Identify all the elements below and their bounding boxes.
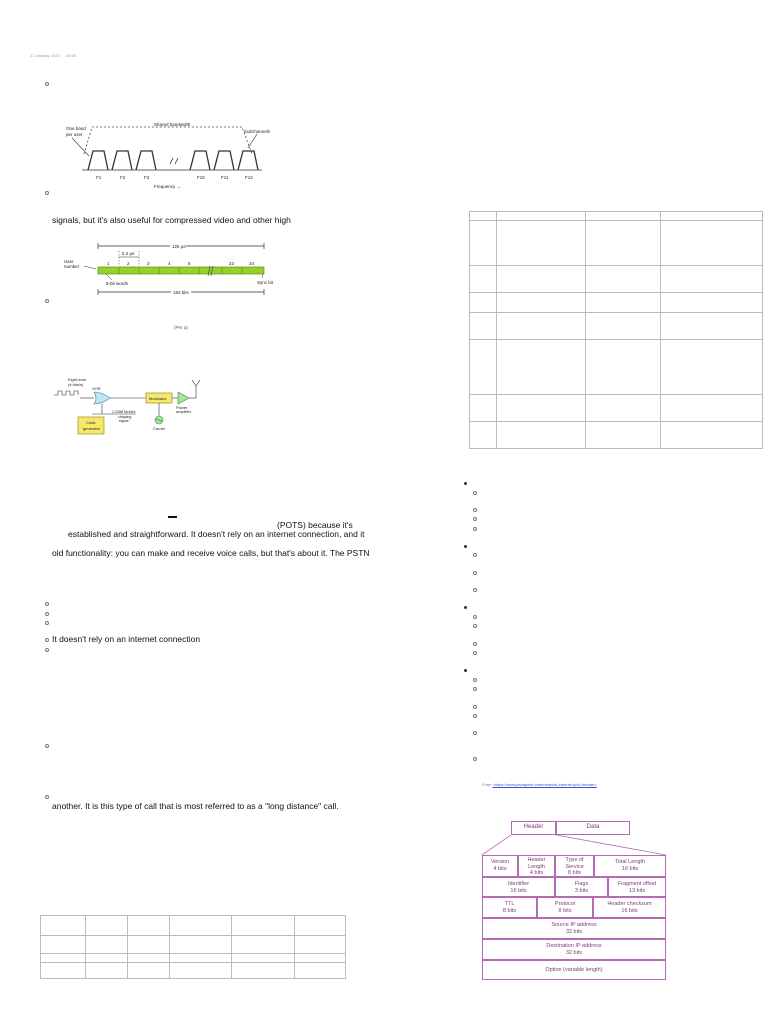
- tdm-slot-number: 3: [147, 261, 150, 266]
- ip-field-ttl: [482, 897, 537, 918]
- list-marker: [473, 678, 477, 682]
- ip-field-destination-address: [482, 939, 666, 960]
- cdma-input-label: Eight-tone: [68, 377, 87, 382]
- list-marker: [45, 744, 49, 748]
- field-name: Protocol: [554, 901, 576, 907]
- list-marker: [473, 588, 477, 592]
- cdma-chipping-label: chipping: [118, 415, 132, 419]
- body-text-line: another. It is this type of call that is most referred to as a "long distance" call.: [52, 801, 339, 811]
- list-marker: [45, 299, 49, 303]
- cdma-diagram: [52, 376, 207, 438]
- source-reference: [482, 782, 597, 787]
- field-name: Flags: [574, 881, 589, 887]
- field-name: Type of Service: [565, 857, 584, 870]
- data-tab: Data: [556, 821, 630, 835]
- field-name: Total Length: [615, 859, 645, 865]
- body-text-line: established and straightforward. It doesn't rely on an internet connection, and it: [68, 529, 365, 539]
- cdma-power-label: Power: [176, 405, 188, 410]
- list-marker: [45, 638, 49, 642]
- list-marker: [473, 705, 477, 709]
- page-date: 21 January 2024: [30, 53, 60, 58]
- ip-field-type-of-service: [555, 855, 594, 877]
- ip-field-fragment-offset: [608, 877, 666, 897]
- list-marker: [45, 621, 49, 625]
- tdm-diagram: [62, 238, 277, 298]
- tdm-bits-label: 193 bits: [173, 290, 189, 295]
- fdm-channel-label: F2: [120, 175, 126, 180]
- tdm-words-label: 8-bit words: [106, 281, 129, 286]
- page-time: 09:35: [66, 53, 77, 58]
- field-size: 3 bits: [574, 887, 589, 894]
- field-size: 4 bits: [493, 865, 507, 872]
- source-link[interactable]: <https://www.javatpoint.com/network-internet-ipv4-header>: [492, 782, 597, 787]
- field-name: Source IP address: [551, 922, 597, 928]
- field-name: Fragment offset: [617, 881, 657, 887]
- tdm-slot-number: 5: [188, 261, 191, 266]
- fdm-one-band-label: One band: [66, 126, 86, 131]
- field-name: Version: [490, 859, 510, 865]
- field-name: TTL: [504, 901, 515, 907]
- field-size: 16 bits: [510, 887, 527, 894]
- fdm-per-user-label: per user: [66, 132, 83, 137]
- tdm-slot-number: 24: [249, 261, 255, 266]
- fdm-frequency-label: Frequency →: [154, 184, 182, 189]
- field-size: 16 bits: [621, 865, 639, 872]
- fdm-channel-label: F1: [96, 175, 102, 180]
- field-name: Identifier: [507, 881, 530, 887]
- list-marker: [473, 527, 477, 531]
- field-name: Header Length: [527, 857, 546, 870]
- ip-field-options: [482, 960, 666, 980]
- field-name: Header checksum: [607, 901, 652, 907]
- fdm-channel-label: F3: [144, 175, 150, 180]
- list-marker: [45, 82, 49, 86]
- list-marker: [473, 731, 477, 735]
- list-marker: [45, 648, 49, 652]
- ip-field-protocol: [537, 897, 593, 918]
- bullet: [464, 669, 467, 672]
- list-marker: [473, 757, 477, 761]
- tdm-slot-number: 2: [127, 261, 130, 266]
- ip-field-source-address: [482, 918, 666, 939]
- bullet: [464, 545, 467, 548]
- bullet: [464, 606, 467, 609]
- dash-line: [168, 516, 177, 518]
- fdm-diagram: [62, 118, 272, 193]
- tdm-sync-label: Sync bit: [257, 280, 274, 285]
- cdma-carrier-label: Carrier: [153, 426, 166, 431]
- field-size: 32 bits: [565, 928, 583, 935]
- ip-field-header-length: [518, 855, 555, 877]
- empty-table: [40, 915, 346, 979]
- fdm-subchannels-label: Subchannels: [244, 129, 271, 134]
- body-text-line: old functionality: you can make and receive voice calls, but that's about it. The PSTN: [52, 548, 370, 558]
- tdm-slot-number: 23: [229, 261, 235, 266]
- cdma-input-rate-label: (# bits/s): [68, 382, 84, 387]
- tdm-user-label: User: [64, 259, 74, 264]
- list-marker: [473, 517, 477, 521]
- header-tab: Header: [511, 821, 556, 835]
- list-marker: [45, 602, 49, 606]
- tdm-number-label: number: [64, 264, 80, 269]
- cdma-signal-label: signal: [119, 419, 129, 423]
- body-text-line: signals, but it's also useful for compressed video and other high: [52, 215, 291, 225]
- comparison-table: [469, 211, 763, 449]
- field-size: 8 bits: [558, 907, 572, 914]
- field-size: 4 bits: [529, 870, 544, 876]
- tdm-top-label: 125 µs: [172, 244, 186, 249]
- list-marker: [473, 615, 477, 619]
- fdm-channel-label: F10: [197, 175, 205, 180]
- body-text-line: (POTS) because it's: [277, 520, 353, 530]
- ip-field-total-length: [594, 855, 666, 877]
- list-marker: [45, 612, 49, 616]
- cdma-generator-label: generator: [83, 426, 101, 431]
- field-size: 8 bits: [567, 870, 582, 876]
- cdma-chip-rate-label: 1.2288 Mchit/s: [112, 410, 136, 414]
- cdma-modulator-label: Modulator: [149, 396, 167, 401]
- ip-field-identifier: [482, 877, 555, 897]
- cdma-xor-label: XOR: [92, 386, 101, 391]
- fdm-shared-label: Shared bandwidth: [154, 122, 191, 127]
- field-name: Option (variable length): [545, 967, 603, 973]
- field-size: 13 bits: [628, 887, 646, 894]
- list-marker: [473, 571, 477, 575]
- figure-caption: (Per a): [174, 325, 188, 330]
- bullet: [464, 482, 467, 485]
- list-marker: [45, 795, 49, 799]
- list-marker: [473, 624, 477, 628]
- field-size: 32 bits: [565, 949, 583, 956]
- cdma-amplifier-label: amplifier: [176, 409, 192, 414]
- body-text-line: It doesn't rely on an internet connection: [52, 634, 201, 644]
- list-marker: [473, 651, 477, 655]
- list-marker: [473, 687, 477, 691]
- ip-field-header-checksum: [593, 897, 666, 918]
- list-marker: [473, 642, 477, 646]
- tdm-slot-number: 4: [168, 261, 171, 266]
- header-connector: [482, 835, 666, 855]
- field-size: 16 bits: [621, 907, 638, 914]
- tdm-slot-label: 5.2 µs: [122, 251, 135, 256]
- cdma-code-label: Code: [86, 420, 96, 425]
- list-marker: [473, 508, 477, 512]
- list-marker: [473, 553, 477, 557]
- field-size: 8 bits: [502, 907, 517, 914]
- tdm-slot-number: 1: [107, 261, 110, 266]
- list-marker: [473, 491, 477, 495]
- list-marker: [45, 191, 49, 195]
- fdm-channel-label: F11: [221, 175, 229, 180]
- source-prefix: From: [482, 782, 492, 787]
- ip-field-flags: [555, 877, 608, 897]
- field-name: Destination IP address: [546, 943, 602, 949]
- list-marker: [473, 714, 477, 718]
- fdm-channel-label: F12: [245, 175, 253, 180]
- ip-field-version: [482, 855, 518, 877]
